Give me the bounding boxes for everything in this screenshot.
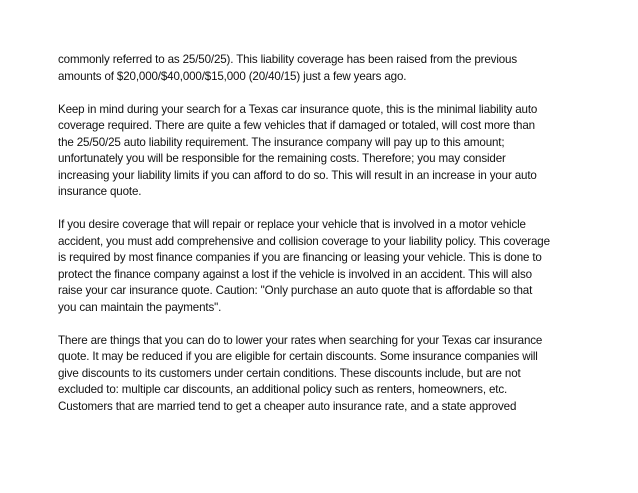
text-line: coverage required. There are quite a few vehicles that if damaged or totaled, will cost more than: [58, 119, 535, 132]
text-line: protect the finance company against a lost if the vehicle is involved in an accident. This will also: [58, 267, 532, 281]
text-line: quote. It may be reduced if you are eligible for certain discounts. Some insurance companies will: [58, 350, 538, 363]
text-line: insurance quote.: [58, 185, 142, 198]
text-line: amounts of $20,000/$40,000/$15,000 (20/40/15) just a few years ago.: [58, 69, 407, 83]
text-line: There are things that you can do to lower your rates when searching for your Texas car insurance: [58, 333, 543, 347]
text-line: the 25/50/25 auto liability requirement. The insurance company will pay up to this amount;: [58, 135, 505, 149]
text-line: If you desire coverage that will repair or replace your vehicle that is involved in a motor vehicle: [58, 218, 526, 231]
text-line: unfortunately you will be responsible for the remaining costs. Therefore; you may consider: [58, 152, 506, 165]
text-line: give discounts to its customers under certain conditions. These discounts include, but are not: [58, 366, 521, 380]
text-line: accident, you must add comprehensive and collision coverage to your liability policy. This coverage: [58, 234, 550, 248]
text-line: raise your car insurance quote. Caution: "Only purchase an auto quote that is affordable so that: [58, 284, 533, 297]
text-line: is required by most finance companies if you are financing or leasing your vehicle. This is done to: [58, 251, 542, 264]
paragraph-3: [58, 217, 588, 316]
paragraph-4: [58, 333, 588, 416]
text-line: Customers that are married tend to get a cheaper auto insurance rate, and a state approved: [58, 399, 517, 413]
text-line: excluded to: multiple car discounts, an additional policy such as renters, homeowners, etc.: [58, 383, 508, 396]
text-line: increasing your liability limits if you can afford to do so. This will result in an increase in your auto: [58, 168, 537, 182]
text-line: commonly referred to as 25/50/25). This liability coverage has been raised from the previous: [58, 53, 517, 66]
paragraph-1: [58, 52, 588, 85]
text-line: Keep in mind during your search for a Texas car insurance quote, this is the minimal liability auto: [58, 102, 538, 116]
document-body: [58, 52, 588, 432]
paragraph-2: [58, 102, 588, 201]
text-line: you can maintain the payments".: [58, 300, 222, 314]
